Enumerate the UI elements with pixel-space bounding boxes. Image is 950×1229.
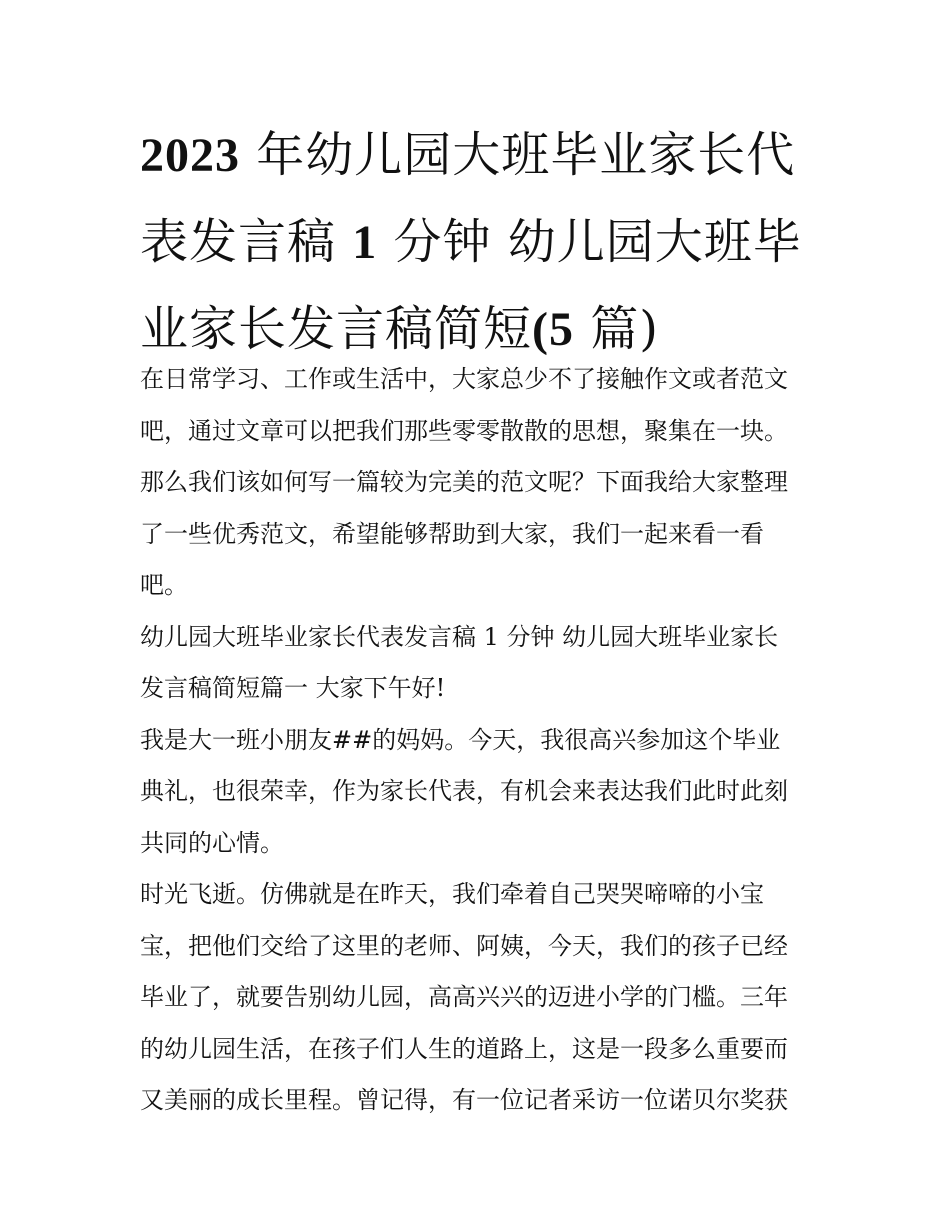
body-line: 吧。: [140, 571, 188, 599]
body-line: 发言稿简短篇一 大家下午好!: [140, 674, 446, 702]
title-year: 2023: [140, 129, 240, 182]
body-line: 时光飞逝。仿佛就是在昨天，我们牵着自己哭哭啼啼的小宝: [140, 880, 764, 908]
document-title: [140, 112, 820, 373]
title-line-1: 2023 年幼儿园大班毕业家长代: [140, 127, 796, 183]
body-line: 我是大一班小朋友##的妈妈。今天，我很高兴参加这个毕业: [140, 725, 781, 754]
body-line: 幼儿园大班毕业家长代表发言稿 1 分钟 幼儿园大班毕业家长: [140, 622, 779, 651]
body-line: 宝，把他们交给了这里的老师、阿姨，今天，我们的孩子已经: [140, 931, 788, 960]
title-line-2: 表发言稿 1 分钟 幼儿园大班毕: [140, 214, 802, 270]
body-line: 共同的心情。: [140, 828, 284, 857]
body-line: 吧，通过文章可以把我们那些零零散散的思想，聚集在一块。: [140, 416, 788, 445]
body-line: 毕业了，就要告别幼儿园，高高兴兴的迈进小学的门槛。三年: [140, 983, 788, 1011]
body-line: 又美丽的成长里程。曾记得，有一位记者采访一位诺贝尔奖获: [140, 1086, 788, 1114]
body-line: 在日常学习、工作或生活中，大家总少不了接触作文或者范文: [140, 365, 788, 393]
body-line: 那么我们该如何写一篇较为完美的范文呢？下面我给大家整理: [140, 468, 788, 496]
body-line: 了一些优秀范文，希望能够帮助到大家，我们一起来看一看: [140, 519, 764, 548]
document-body: [140, 354, 830, 1127]
body-line: 典礼，也很荣幸，作为家长代表，有机会来表达我们此时此刻: [140, 777, 788, 805]
body-line: 的幼儿园生活，在孩子们人生的道路上，这是一段多么重要而: [140, 1034, 788, 1063]
title-line-3: 业家长发言稿简短(5 篇): [140, 301, 659, 357]
